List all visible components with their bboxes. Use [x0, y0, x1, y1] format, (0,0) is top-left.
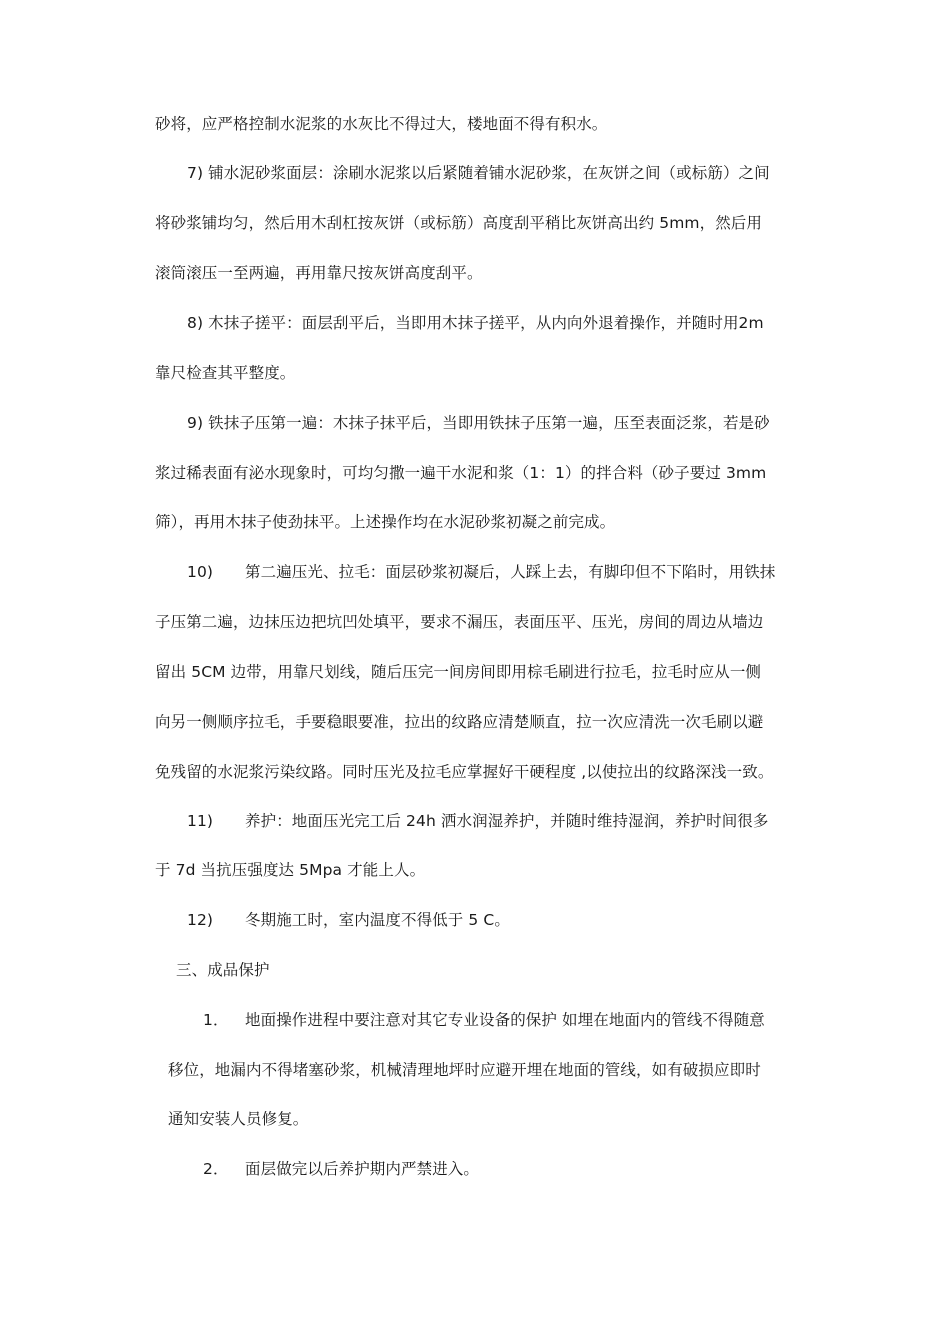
text-line: 面层做完以后养护期内严禁进入。	[245, 1160, 480, 1178]
list-number: 10)	[187, 563, 214, 581]
text-line: 向另一侧顺序拉毛，手要稳眼要准，拉出的纹路应清楚顺直，拉一次应清洗一次毛刷以避	[155, 713, 764, 731]
text-line: 冬期施工时，室内温度不得低于 5 C。	[245, 911, 510, 929]
text-line: 地面操作进程中要注意对其它专业设备的保护 如埋在地面内的管线不得随意	[245, 1011, 765, 1029]
text-line: 滚筒滚压一至两遍，再用靠尺按灰饼高度刮平。	[155, 264, 483, 282]
list-number: 11)	[187, 812, 214, 830]
text-line: 通知安装人员修复。	[168, 1110, 309, 1128]
text-line: 8) 木抹子搓平：面层刮平后，当即用木抹子搓平，从内向外退着操作，并随时用2m	[187, 314, 764, 332]
text-line: 第二遍压光、拉毛：面层砂浆初凝后，人踩上去，有脚印但不下陷时，用铁抹	[245, 563, 776, 581]
text-line: 7) 铺水泥砂浆面层：涂刷水泥浆以后紧随着铺水泥砂浆，在灰饼之间（或标筋）之间	[187, 164, 770, 182]
list-number: 1．	[203, 1011, 229, 1029]
list-number: 12)	[187, 911, 214, 929]
text-line: 移位，地漏内不得堵塞砂浆，机械清理地坪时应避开埋在地面的管线，如有破损应即时	[168, 1061, 761, 1079]
text-line: 子压第二遍，边抹压边把坑凹处填平，要求不漏压，表面压平、压光，房间的周边从墙边	[155, 613, 764, 631]
list-number: 2．	[203, 1160, 229, 1178]
section-heading: 三、成品保护	[176, 961, 270, 979]
text-line: 免残留的水泥浆污染纹路。同时压光及拉毛应掌握好干硬程度 ,以使拉出的纹路深浅一致。	[155, 763, 774, 781]
text-line: 筛），再用木抹子使劲抹平。上述操作均在水泥砂浆初凝之前完成。	[155, 513, 616, 531]
text-line: 浆过稀表面有泌水现象时，可均匀撒一遍干水泥和浆（1：1）的拌合料（砂子要过 3mm	[155, 464, 767, 482]
text-line: 9) 铁抹子压第一遍：木抹子抹平后，当即用铁抹子压第一遍，压至表面泛浆，若是砂	[187, 414, 770, 432]
text-line: 养护：地面压光完工后 24h 洒水润湿养护，并随时维持湿润，养护时间很多	[245, 812, 769, 830]
text-line: 靠尺检查其平整度。	[155, 364, 296, 382]
text-line: 留出 5CM 边带，用靠尺划线，随后压完一间房间即用棕毛刷进行拉毛，拉毛时应从一侧	[155, 663, 762, 681]
text-line: 于 7d 当抗压强度达 5Mpa 才能上人。	[155, 861, 426, 879]
text-line: 将砂浆铺均匀，然后用木刮杠按灰饼（或标筋）高度刮平稍比灰饼高出约 5mm，然后用	[155, 214, 762, 232]
text-line: 砂将，应严格控制水泥浆的水灰比不得过大，楼地面不得有积水。	[155, 115, 608, 133]
